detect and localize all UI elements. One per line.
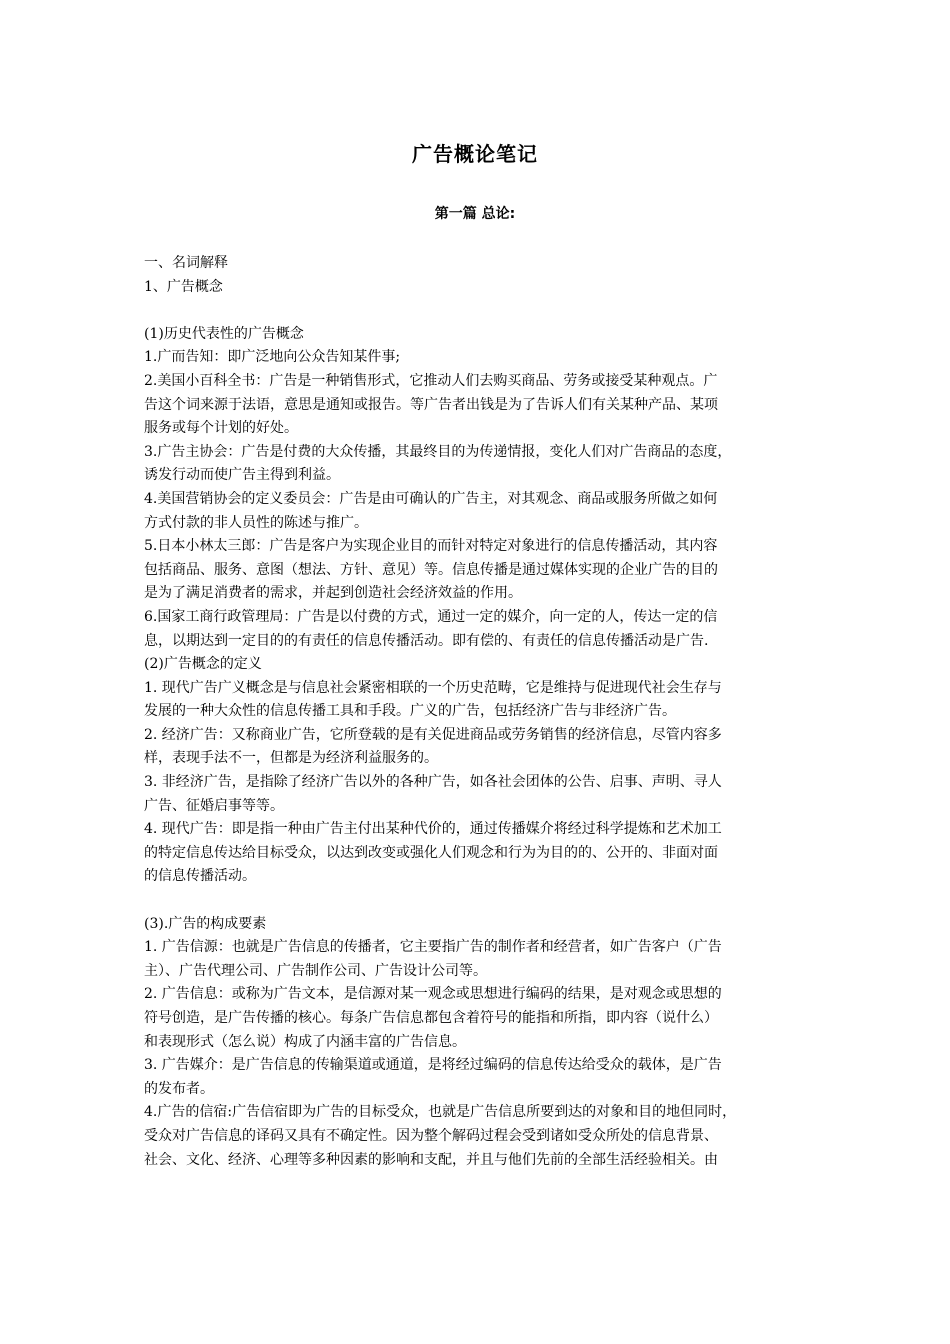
text-line: 社会、文化、经济、心理等多种因素的影响和支配，并且与他们先前的全部生活经验相关。由 — [144, 1151, 718, 1168]
section-heading: 第一篇 总论: — [434, 206, 516, 222]
text-line: 3. 广告媒介：是广告信息的传输渠道或通道，是将经过编码的信息传达给受众的载体，是广告 — [144, 1057, 722, 1074]
text-line: 3.广告主协会：广告是付费的大众传播，其最终目的为传递情报，变化人们对广告商品的态度， — [144, 443, 732, 460]
text-line: 1、广告概念 — [144, 278, 223, 295]
text-line: 广告、征婚启事等等。 — [144, 797, 284, 814]
text-line: 1. 现代广告广义概念是与信息社会紧密相联的一个历史范畴，它是维持与促进现代社会生存与 — [144, 679, 722, 696]
text-line: 主）、广告代理公司、广告制作公司、广告设计公司等。 — [144, 962, 487, 979]
text-line: 4.美国营销协会的定义委员会：广告是由可确认的广告主，对其观念、商品或服务所做之如何 — [144, 490, 718, 507]
text-line: 发展的一种大众性的信息传播工具和手段。广义的广告，包括经济广告与非经济广告。 — [144, 703, 676, 720]
text-line: 包括商品、服务、意图（想法、方针、意见）等。信息传播是通过媒体实现的企业广告的目的 — [144, 561, 718, 578]
text-line: 2. 经济广告：又称商业广告，它所登载的是有关促进商品或劳务销售的经济信息，尽管内容多 — [144, 726, 722, 743]
text-line: (3).广告的构成要素 — [144, 915, 267, 932]
text-line: 服务或每个计划的好处。 — [144, 420, 298, 437]
text-line: 样，表现手法不一，但都是为经济利益服务的。 — [144, 750, 438, 767]
text-line: (1)历史代表性的广告概念 — [144, 325, 304, 342]
text-line: 1.广而告知：即广泛地向公众告知某件事; — [144, 349, 401, 366]
text-line: 一、名词解释 — [144, 255, 228, 271]
text-line: 息，以期达到一定目的的有责任的信息传播活动。即有偿的、有责任的信息传播活动是广告. — [144, 632, 709, 649]
text-line: 是为了满足消费者的需求，并起到创造社会经济效益的作用。 — [144, 585, 522, 602]
document-body — [144, 252, 824, 1172]
text-line: 2. 广告信息：或称为广告文本，是信源对某一观念或思想进行编码的结果，是对观念或思想的 — [144, 986, 722, 1003]
text-line: 诱发行动而使广告主得到利益。 — [144, 467, 340, 484]
text-line: 受众对广告信息的译码又具有不确定性。因为整个解码过程会受到诸如受众所处的信息背景、 — [144, 1127, 718, 1144]
text-line: 方式付款的非人员性的陈述与推广。 — [144, 514, 368, 531]
text-line: 的特定信息传达给目标受众，以达到改变或强化人们观念和行为为目的的、公开的、非面对面 — [144, 844, 718, 861]
blank-line — [144, 889, 824, 913]
blank-line — [144, 299, 824, 323]
text-line: 1. 广告信源：也就是广告信息的传播者，它主要指广告的制作者和经营者，如广告客户（广告 — [144, 939, 722, 956]
document-title: 广告概论笔记 — [412, 142, 538, 166]
text-line: (2)广告概念的定义 — [144, 656, 262, 673]
text-line: 4. 现代广告：即是指一种由广告主付出某种代价的，通过传播媒介将经过科学提炼和艺术加工 — [144, 821, 722, 838]
text-line: 4.广告的信宿:广告信宿即为广告的目标受众，也就是广告信息所要到达的对象和目的地但同时， — [144, 1104, 737, 1121]
text-line: 2.美国小百科全书：广告是一种销售形式，它推动人们去购买商品、劳务或接受某种观点。广 — [144, 372, 718, 389]
text-line: 的信息传播活动。 — [144, 868, 256, 885]
text-line: 6.国家工商行政管理局：广告是以付费的方式，通过一定的媒介，向一定的人，传达一定的信 — [144, 608, 718, 625]
text-line: 符号创造，是广告传播的核心。每条广告信息都包含着符号的能指和所指，即内容（说什么） — [144, 1010, 718, 1026]
text-line: 的发布者。 — [144, 1080, 214, 1097]
text-line: 和表现形式（怎么说）构成了内涵丰富的广告信息。 — [144, 1033, 466, 1050]
text-line: 5.日本小林太三郎：广告是客户为实现企业目的而针对特定对象进行的信息传播活动，其内容 — [144, 538, 718, 555]
text-line: 3. 非经济广告，是指除了经济广告以外的各种广告，如各社会团体的公告、启事、声明、寻人 — [144, 774, 722, 791]
text-line: 告这个词来源于法语，意思是通知或报告。等广告者出钱是为了告诉人们有关某种产品、某项 — [144, 396, 718, 413]
